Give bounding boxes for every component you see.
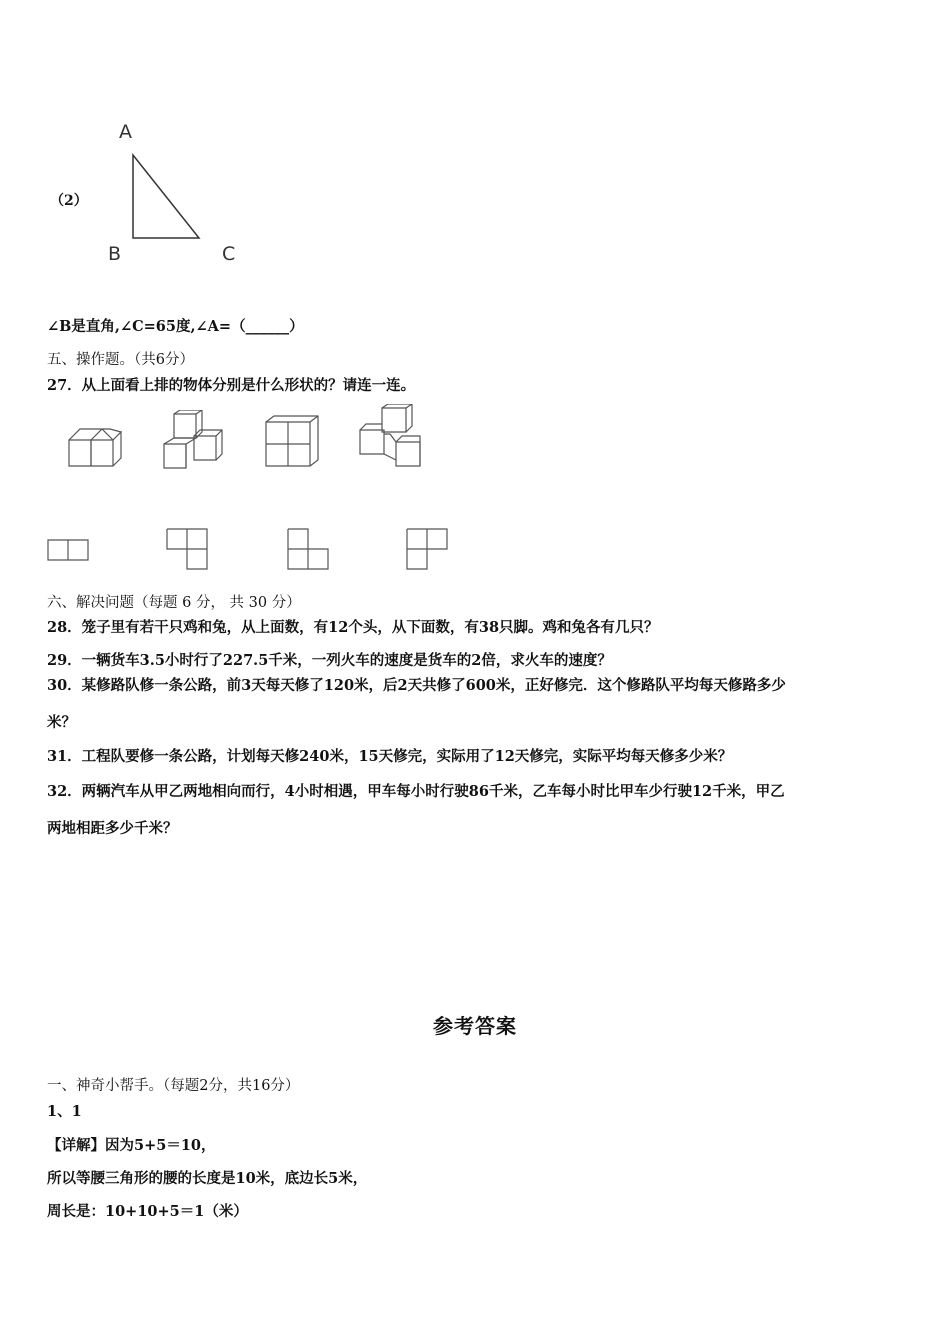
- top-view-1: [46, 538, 92, 562]
- cube-stack-3: [262, 414, 322, 470]
- top-view-3: [285, 526, 333, 572]
- answers-section1-title: 一、神奇小帮手。（每题2分，共16分）: [47, 1078, 300, 1094]
- question-29: 29．一辆货车3.5小时行了227.5千米，一列火车的速度是货车的2倍，求火车的速度？: [47, 652, 612, 669]
- question-28: 28．笼子里有若干只鸡和兔，从上面数，有12个头，从下面数，有38只脚。鸡和兔各有几只？: [47, 619, 659, 636]
- cube-stack-2: [160, 410, 225, 472]
- question-32-line2: 两地相距多少千米？: [47, 820, 178, 837]
- answer-line2: 所以等腰三角形的腰的长度是10米，底边长5米，: [47, 1170, 368, 1187]
- top-view-2: [164, 526, 212, 572]
- question-32-line1: 32．两辆汽车从甲乙两地相向而行，4小时相遇，甲车每小时行驶86千米，乙车每小时比甲车少行驶12千米，甲乙: [47, 783, 785, 800]
- angle-question: ∠B是直角,∠C=65度,∠A=（______）: [47, 318, 304, 335]
- right-triangle-figure: [125, 150, 210, 245]
- vertex-label-a: A: [119, 121, 132, 143]
- question-30-line2: 米？: [47, 714, 76, 731]
- answer-detail: 【详解】因为5+5＝10，: [47, 1137, 216, 1154]
- answer-1: 1、1: [47, 1103, 82, 1120]
- figure-number: （2）: [50, 193, 88, 209]
- question-31: 31．工程队要修一条公路，计划每天修240米，15天修完，实际用了12天修完，实际平均每天修多少米？: [47, 748, 733, 765]
- cube-stack-1: [66, 425, 126, 470]
- top-view-4: [404, 526, 454, 572]
- answers-title: 参考答案: [433, 1014, 517, 1038]
- question-27: 27．从上面看上排的物体分别是什么形状的？请连一连。: [47, 377, 416, 394]
- question-30-line1: 30．某修路队修一条公路，前3天每天修了120米，后2天共修了600米，正好修完．这个修路队平均每天修路多少: [47, 677, 786, 694]
- section5-title: 五、操作题。（共6分）: [47, 352, 194, 368]
- answer-line3: 周长是：10+10+5＝1（米）: [47, 1203, 248, 1220]
- section6-title: 六、解决问题（每题 6 分， 共 30 分）: [47, 595, 301, 611]
- vertex-label-c: C: [222, 243, 236, 265]
- cube-stack-4: [356, 404, 426, 470]
- vertex-label-b: B: [108, 243, 122, 265]
